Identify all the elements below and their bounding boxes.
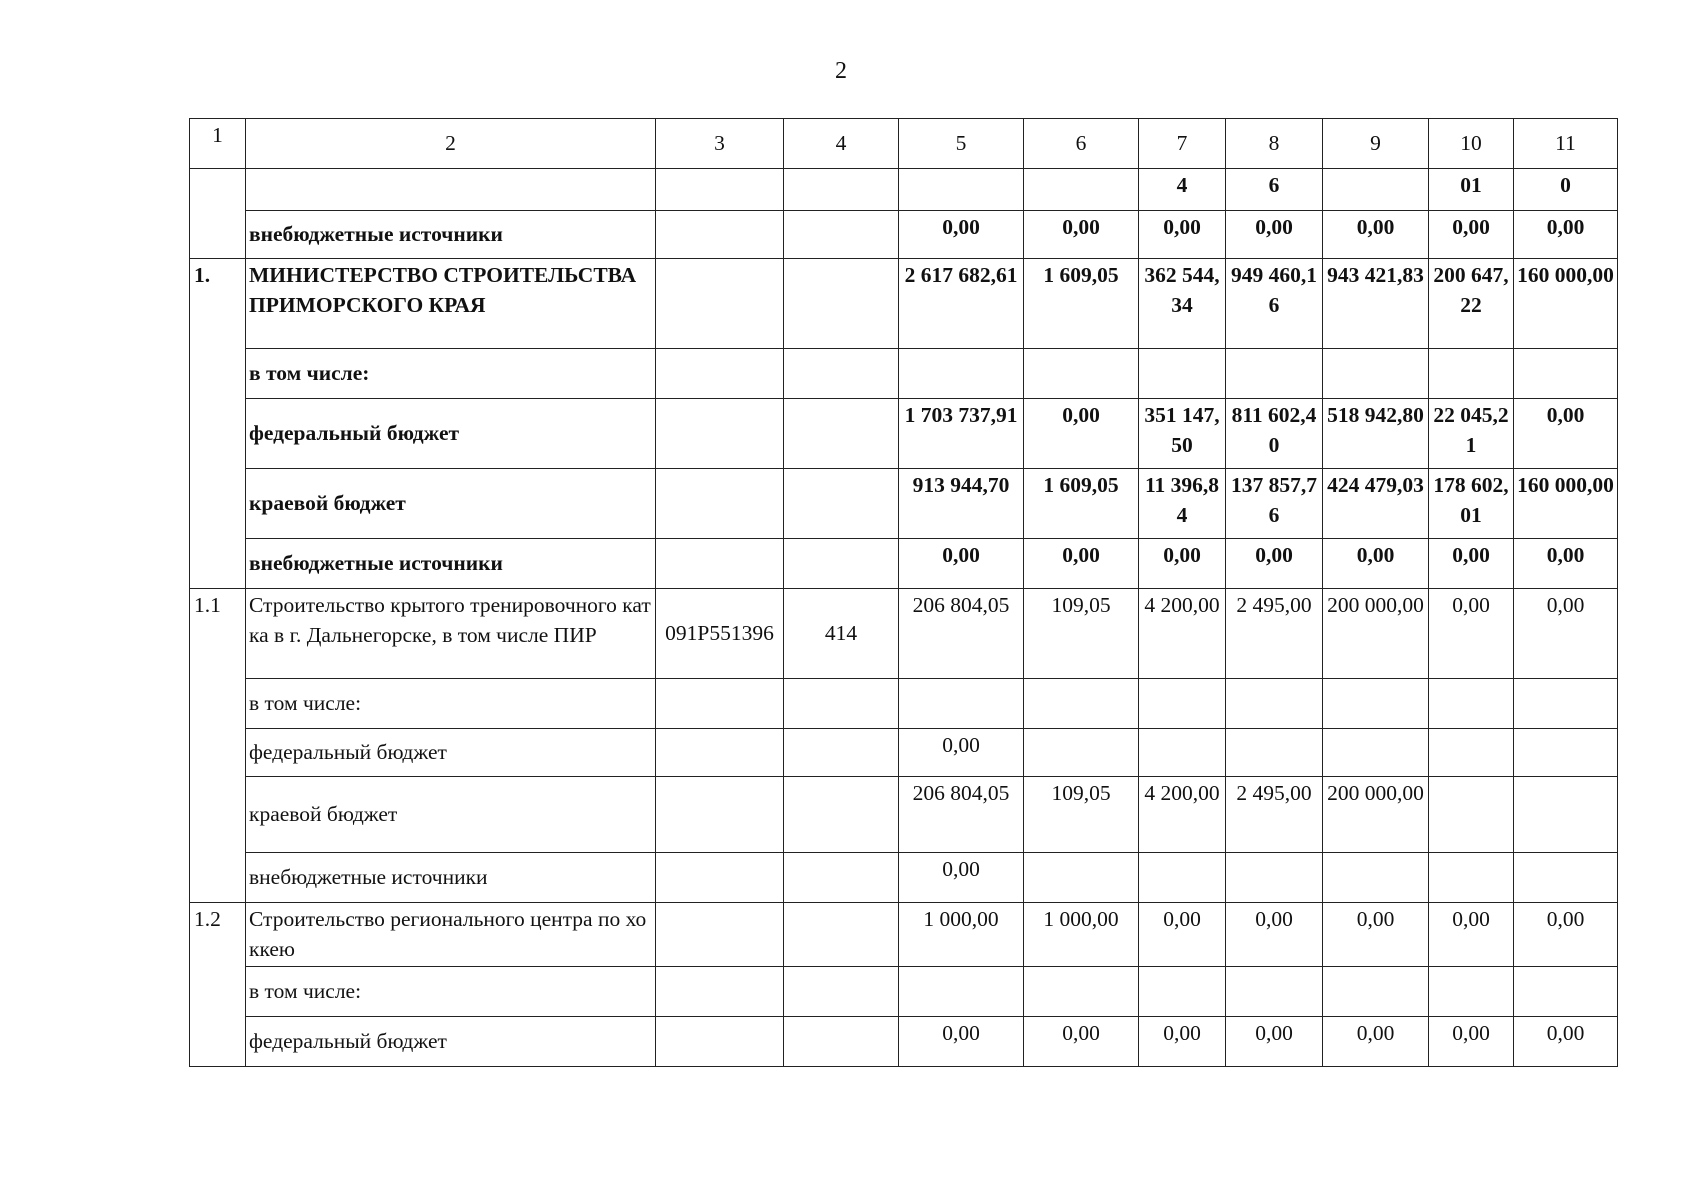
value-cell-c11: 0,00 [1514, 589, 1618, 679]
value-cell-c4 [784, 539, 899, 589]
header-cell: 11 [1514, 119, 1618, 169]
value-cell-c10: 0,00 [1429, 589, 1514, 679]
value-cell-c4 [784, 853, 899, 903]
row-id-cell [190, 679, 246, 729]
value-cell-c3 [656, 259, 784, 349]
value-cell-c9: 424 479,03 [1323, 469, 1429, 539]
value-cell-c9: 0,00 [1323, 903, 1429, 967]
value-cell-c10: 0,00 [1429, 539, 1514, 589]
value-cell-c8: 0,00 [1226, 539, 1323, 589]
value-cell-c7 [1139, 679, 1226, 729]
value-cell-c11: 0,00 [1514, 211, 1618, 259]
value-cell-c8 [1226, 729, 1323, 777]
table-row [190, 211, 1618, 259]
value-cell-c8: 0,00 [1226, 903, 1323, 967]
value-cell-c11: 0,00 [1514, 1017, 1618, 1067]
value-cell-c5 [899, 967, 1024, 1017]
value-cell-c9: 0,00 [1323, 211, 1429, 259]
value-cell-c3 [656, 469, 784, 539]
table-row [190, 349, 1618, 399]
value-cell-c8: 0,00 [1226, 1017, 1323, 1067]
row-label-cell: Строительство крытого тренировочного катка в г. Дальнегорске, в том числе ПИР [246, 589, 656, 679]
value-cell-c10: 200 647,22 [1429, 259, 1514, 349]
value-cell-c5: 2 617 682,61 [899, 259, 1024, 349]
value-cell-c5: 0,00 [899, 853, 1024, 903]
value-cell-c3 [656, 679, 784, 729]
value-cell-c8: 811 602,40 [1226, 399, 1323, 469]
value-cell-c7: 0,00 [1139, 211, 1226, 259]
table-row [190, 967, 1618, 1017]
value-cell-c11: 160 000,00 [1514, 469, 1618, 539]
value-cell-c3 [656, 539, 784, 589]
page-number: 2 [835, 58, 847, 84]
value-cell-c3 [656, 729, 784, 777]
header-row [190, 119, 1618, 169]
value-cell-c3 [656, 903, 784, 967]
value-cell-c8 [1226, 679, 1323, 729]
row-label-cell: в том числе: [246, 679, 656, 729]
value-cell-c10: 01 [1429, 169, 1514, 211]
value-cell-c8: 949 460,16 [1226, 259, 1323, 349]
value-cell-c11 [1514, 349, 1618, 399]
value-cell-c3 [656, 211, 784, 259]
table-row [190, 169, 1618, 211]
value-cell-c9 [1323, 679, 1429, 729]
value-cell-c11: 0,00 [1514, 399, 1618, 469]
value-cell-c11: 160 000,00 [1514, 259, 1618, 349]
value-cell-c7: 362 544,34 [1139, 259, 1226, 349]
value-cell-c9 [1323, 169, 1429, 211]
row-label-cell: краевой бюджет [246, 777, 656, 853]
table-row [190, 777, 1618, 853]
header-cell: 3 [656, 119, 784, 169]
value-cell-c9: 943 421,83 [1323, 259, 1429, 349]
value-cell-c7 [1139, 967, 1226, 1017]
value-cell-c6: 0,00 [1024, 1017, 1139, 1067]
value-cell-c4 [784, 679, 899, 729]
value-cell-c10 [1429, 679, 1514, 729]
value-cell-c7: 4 200,00 [1139, 777, 1226, 853]
value-cell-c3 [656, 967, 784, 1017]
value-cell-c8 [1226, 967, 1323, 1017]
row-id-cell: 1.1 [190, 589, 246, 679]
row-id-cell [190, 539, 246, 589]
value-cell-c6: 0,00 [1024, 211, 1139, 259]
value-cell-c4 [784, 729, 899, 777]
value-cell-c6: 0,00 [1024, 399, 1139, 469]
header-cell: 10 [1429, 119, 1514, 169]
row-id-cell: 1.2 [190, 903, 246, 967]
value-cell-c7: 11 396,84 [1139, 469, 1226, 539]
value-cell-c5: 206 804,05 [899, 589, 1024, 679]
value-cell-c6: 109,05 [1024, 777, 1139, 853]
value-cell-c4 [784, 259, 899, 349]
row-id-cell [190, 349, 246, 399]
value-cell-c6 [1024, 169, 1139, 211]
value-cell-c11: 0,00 [1514, 903, 1618, 967]
row-id-cell [190, 729, 246, 777]
row-label-cell: федеральный бюджет [246, 729, 656, 777]
row-label-cell: Строительство регионального центра по хоккею [246, 903, 656, 967]
value-cell-c7 [1139, 853, 1226, 903]
value-cell-c5: 1 703 737,91 [899, 399, 1024, 469]
value-cell-c10: 0,00 [1429, 1017, 1514, 1067]
value-cell-c8 [1226, 853, 1323, 903]
value-cell-c3 [656, 1017, 784, 1067]
value-cell-c5: 0,00 [899, 1017, 1024, 1067]
value-cell-c6: 1 609,05 [1024, 259, 1139, 349]
value-cell-c9 [1323, 967, 1429, 1017]
table-row [190, 539, 1618, 589]
value-cell-c3 [656, 777, 784, 853]
value-cell-c6: 1 609,05 [1024, 469, 1139, 539]
value-cell-c6 [1024, 853, 1139, 903]
value-cell-c4 [784, 903, 899, 967]
value-cell-c10 [1429, 967, 1514, 1017]
value-cell-c7: 0,00 [1139, 1017, 1226, 1067]
value-cell-c10: 0,00 [1429, 903, 1514, 967]
row-id-cell [190, 1017, 246, 1067]
value-cell-c10 [1429, 853, 1514, 903]
value-cell-c5: 0,00 [899, 729, 1024, 777]
value-cell-c5: 913 944,70 [899, 469, 1024, 539]
value-cell-c10: 22 045,21 [1429, 399, 1514, 469]
header-cell: 9 [1323, 119, 1429, 169]
value-cell-c6 [1024, 349, 1139, 399]
value-cell-c6: 109,05 [1024, 589, 1139, 679]
value-cell-c11 [1514, 729, 1618, 777]
table-row [190, 469, 1618, 539]
value-cell-c5: 0,00 [899, 211, 1024, 259]
value-cell-c9 [1323, 729, 1429, 777]
value-cell-c8 [1226, 349, 1323, 399]
value-cell-c8: 2 495,00 [1226, 777, 1323, 853]
value-cell-c11 [1514, 679, 1618, 729]
header-cell: 1 [190, 119, 246, 169]
table-row [190, 679, 1618, 729]
value-cell-c5: 206 804,05 [899, 777, 1024, 853]
header-cell: 2 [246, 119, 656, 169]
header-cell: 5 [899, 119, 1024, 169]
value-cell-c4 [784, 967, 899, 1017]
row-label-cell [246, 169, 656, 211]
value-cell-c9 [1323, 853, 1429, 903]
value-cell-c10 [1429, 349, 1514, 399]
value-cell-c5 [899, 169, 1024, 211]
value-cell-c9: 200 000,00 [1323, 777, 1429, 853]
value-cell-c4 [784, 399, 899, 469]
row-label-cell: в том числе: [246, 349, 656, 399]
budget-table [189, 118, 1618, 1067]
value-cell-c9: 0,00 [1323, 1017, 1429, 1067]
value-cell-c11 [1514, 777, 1618, 853]
value-cell-c3 [656, 853, 784, 903]
row-id-cell [190, 469, 246, 539]
value-cell-c8: 6 [1226, 169, 1323, 211]
value-cell-c6 [1024, 729, 1139, 777]
value-cell-c4 [784, 1017, 899, 1067]
table-row [190, 589, 1618, 679]
value-cell-c7: 4 [1139, 169, 1226, 211]
row-label-cell: федеральный бюджет [246, 1017, 656, 1067]
value-cell-c8: 2 495,00 [1226, 589, 1323, 679]
value-cell-c8: 137 857,76 [1226, 469, 1323, 539]
row-label-cell: краевой бюджет [246, 469, 656, 539]
value-cell-c4 [784, 469, 899, 539]
value-cell-c6: 0,00 [1024, 539, 1139, 589]
row-id-cell [190, 777, 246, 853]
value-cell-c10 [1429, 729, 1514, 777]
value-cell-c4 [784, 169, 899, 211]
value-cell-c9 [1323, 349, 1429, 399]
value-cell-c8: 0,00 [1226, 211, 1323, 259]
row-label-cell: в том числе: [246, 967, 656, 1017]
value-cell-c3: 091P551396 [656, 589, 784, 679]
value-cell-c11 [1514, 853, 1618, 903]
row-id-cell [190, 853, 246, 903]
row-label-cell: внебюджетные источники [246, 211, 656, 259]
row-id-cell [190, 967, 246, 1017]
value-cell-c7: 351 147,50 [1139, 399, 1226, 469]
value-cell-c9: 518 942,80 [1323, 399, 1429, 469]
table-row [190, 729, 1618, 777]
value-cell-c11: 0,00 [1514, 539, 1618, 589]
value-cell-c10: 0,00 [1429, 211, 1514, 259]
row-label-cell: федеральный бюджет [246, 399, 656, 469]
value-cell-c4 [784, 349, 899, 399]
row-id-cell [190, 169, 246, 211]
value-cell-c7: 0,00 [1139, 903, 1226, 967]
value-cell-c7: 4 200,00 [1139, 589, 1226, 679]
row-id-cell [190, 211, 246, 259]
row-id-cell: 1. [190, 259, 246, 349]
value-cell-c9: 200 000,00 [1323, 589, 1429, 679]
row-label-cell: внебюджетные источники [246, 853, 656, 903]
table-row [190, 259, 1618, 349]
value-cell-c6 [1024, 679, 1139, 729]
row-label-cell: внебюджетные источники [246, 539, 656, 589]
row-label-cell: МИНИСТЕРСТВО СТРОИТЕЛЬСТВА ПРИМОРСКОГО КРАЯ [246, 259, 656, 349]
row-id-cell [190, 399, 246, 469]
value-cell-c3 [656, 349, 784, 399]
value-cell-c7: 0,00 [1139, 539, 1226, 589]
table-row [190, 853, 1618, 903]
value-cell-c5: 0,00 [899, 539, 1024, 589]
value-cell-c9: 0,00 [1323, 539, 1429, 589]
value-cell-c6 [1024, 967, 1139, 1017]
value-cell-c11 [1514, 967, 1618, 1017]
value-cell-c7 [1139, 349, 1226, 399]
header-cell: 8 [1226, 119, 1323, 169]
value-cell-c5 [899, 349, 1024, 399]
table-row [190, 399, 1618, 469]
value-cell-c10 [1429, 777, 1514, 853]
value-cell-c5 [899, 679, 1024, 729]
value-cell-c3 [656, 399, 784, 469]
value-cell-c4: 414 [784, 589, 899, 679]
header-cell: 7 [1139, 119, 1226, 169]
value-cell-c4 [784, 777, 899, 853]
header-cell: 4 [784, 119, 899, 169]
value-cell-c3 [656, 169, 784, 211]
value-cell-c7 [1139, 729, 1226, 777]
value-cell-c4 [784, 211, 899, 259]
value-cell-c6: 1 000,00 [1024, 903, 1139, 967]
value-cell-c5: 1 000,00 [899, 903, 1024, 967]
value-cell-c10: 178 602,01 [1429, 469, 1514, 539]
header-cell: 6 [1024, 119, 1139, 169]
table-row [190, 1017, 1618, 1067]
table-row [190, 903, 1618, 967]
value-cell-c11: 0 [1514, 169, 1618, 211]
